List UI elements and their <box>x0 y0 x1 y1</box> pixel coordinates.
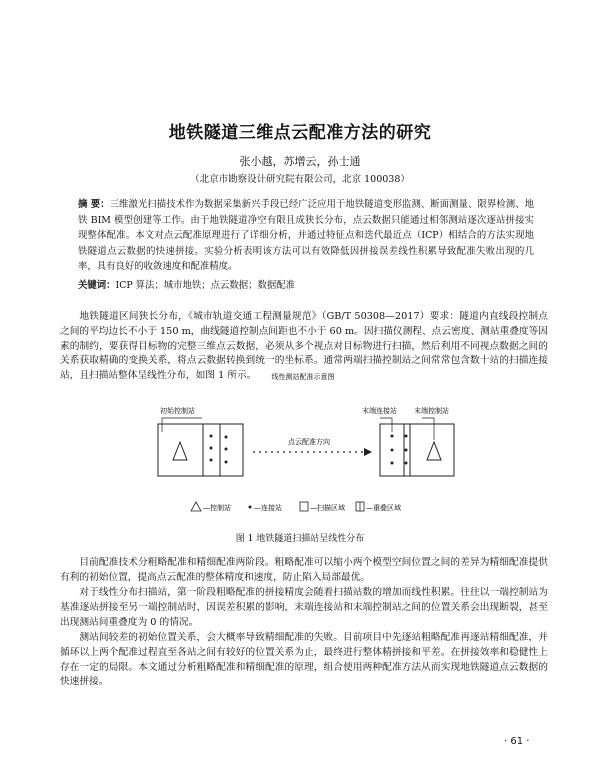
end-connect-label: 末端连接站 <box>362 407 397 415</box>
connect-dot <box>391 449 394 452</box>
paper-title: 地铁隧道三维点云配准方法的研究 <box>168 123 432 143</box>
body-paragraph-1: 地铁隧道区间狭长分布，《城市轨道交通工程测量规范》（GB/T 50308—2017）要求：隧道内直线段控制点之间的平均边长不小于 150 m，曲线隧道控制点间距也不小于 60 m。因扫描仪测程、点云密度、测站重叠度等因素的制约，要获得目标物的完整三维点云数据，必须从多个视点对目标物进行扫描，然后利用不同视点数据之间的关系获取精确的变换关系，将点云数据转换到统一的坐标系。通常两端扫描控制站之间常常包含数十站的扫描连接站，且扫描站整体呈线性分布，如图 1 所示。 <box>60 311 548 382</box>
figure-title: 线性测站配准示意图 <box>271 373 335 381</box>
page-number: · 61 · <box>504 736 530 747</box>
abstract <box>78 197 534 275</box>
keywords-text: ICP 算法；城市地铁；点云数据；数据配准 <box>115 280 296 291</box>
connect-dot <box>391 435 394 438</box>
end-control-leader <box>422 418 434 440</box>
abstract-label: 摘 要： <box>78 199 110 210</box>
direction-label: 点云配准方向 <box>288 438 330 446</box>
connect-dot <box>391 462 394 465</box>
body-paragraph-2: 目前配准技术分粗略配准和精细配准两阶段。粗略配准可以缩小两个模型空间位置之间的差异为精细配准提供有利的初始位置，提高点云配准的整体精度和速度，防止陷入局部最优。 <box>60 557 548 583</box>
connect-dot <box>405 449 408 452</box>
start-scan-region <box>158 424 220 476</box>
keywords-label: 关键词： <box>78 280 116 291</box>
connect-dot <box>225 461 228 464</box>
body-paragraph-3: 对于线性分布扫描站，第一阶段粗略配准的拼接精度会随着扫描站数的增加而线性积累。往往以一端控制站为基准逐站拼接至另一端控制站时，因误差积累的影响，末端连接站和末端控制站之间的位置关系会出现断裂，甚至出现测站间重叠度为 0 的情况。 <box>60 587 548 628</box>
legend-scan-icon <box>300 502 308 511</box>
arrow-head <box>364 448 372 456</box>
connect-dot <box>210 447 213 450</box>
connect-dot <box>210 435 213 438</box>
legend-overlap: —重叠区域 <box>366 504 401 512</box>
abstract-text: 三维激光扫描技术作为数据采集新兴手段已经广泛应用于地铁隧道变形监测、断面测量、限界检测、地铁 BIM 模型创建等工作。由于地铁隧道净空有限且成狭长分布，点云数据只能通过相邻测站逐次逐站拼接实现整体配准。本文对点云配准原理进行了详细分析，并通过特征点和迭代最近点（ICP）相结合的方法实现地铁隧道点云数据的快速拼接。实验分析表明该方法可以有效降低因拼接误差线性积累导致配准失败出现的几率，具有良好的收敛速度和配准精度。 <box>78 199 534 273</box>
figure-diagram <box>142 370 464 520</box>
end-connect-leader <box>380 418 392 432</box>
keywords <box>78 277 534 291</box>
legend-connect: —连接站 <box>254 504 282 512</box>
connect-dot <box>225 448 228 451</box>
authors: 张小越，苏增云，孙士通 <box>239 155 361 168</box>
figure-caption: 图 1 地铁隧道扫描站呈线性分布 <box>235 534 365 544</box>
connect-dot <box>405 462 408 465</box>
legend-connect-icon <box>249 506 252 509</box>
connect-dot <box>405 435 408 438</box>
scan-region-2 <box>203 424 243 476</box>
legend-scan: —扫描区域 <box>310 504 345 512</box>
connect-dot <box>210 459 213 462</box>
affiliation: （北京市勘察设计研究院有限公司，北京 100038） <box>190 174 410 185</box>
legend-control: —控制站 <box>203 504 231 512</box>
connect-dot <box>225 436 228 439</box>
end-control-station-icon <box>427 442 441 460</box>
end-control-label: 末端控制站 <box>414 407 449 415</box>
legend-control-icon <box>191 502 201 511</box>
end-scan-region <box>404 424 454 476</box>
body-paragraph-4: 测站间较差的初始位置关系，会大概率导致精细配准的失败。目前项目中先逐站粗略配准再逐站精细配准，并循环以上两个配准过程直至各站之间有较好的位置关系为止，最终进行整体精拼接和平差。在拼接效率和稳健性上存在一定的局限。本文通过分析粗略配准和精细配准的原理，组合使用两种配准方法从而实现地铁隧道点云数据的快速拼接。 <box>60 632 548 688</box>
start-leader <box>162 418 202 432</box>
figure-1 <box>142 370 464 520</box>
start-label: 初始控制站 <box>160 407 195 415</box>
control-station-icon <box>173 442 187 460</box>
